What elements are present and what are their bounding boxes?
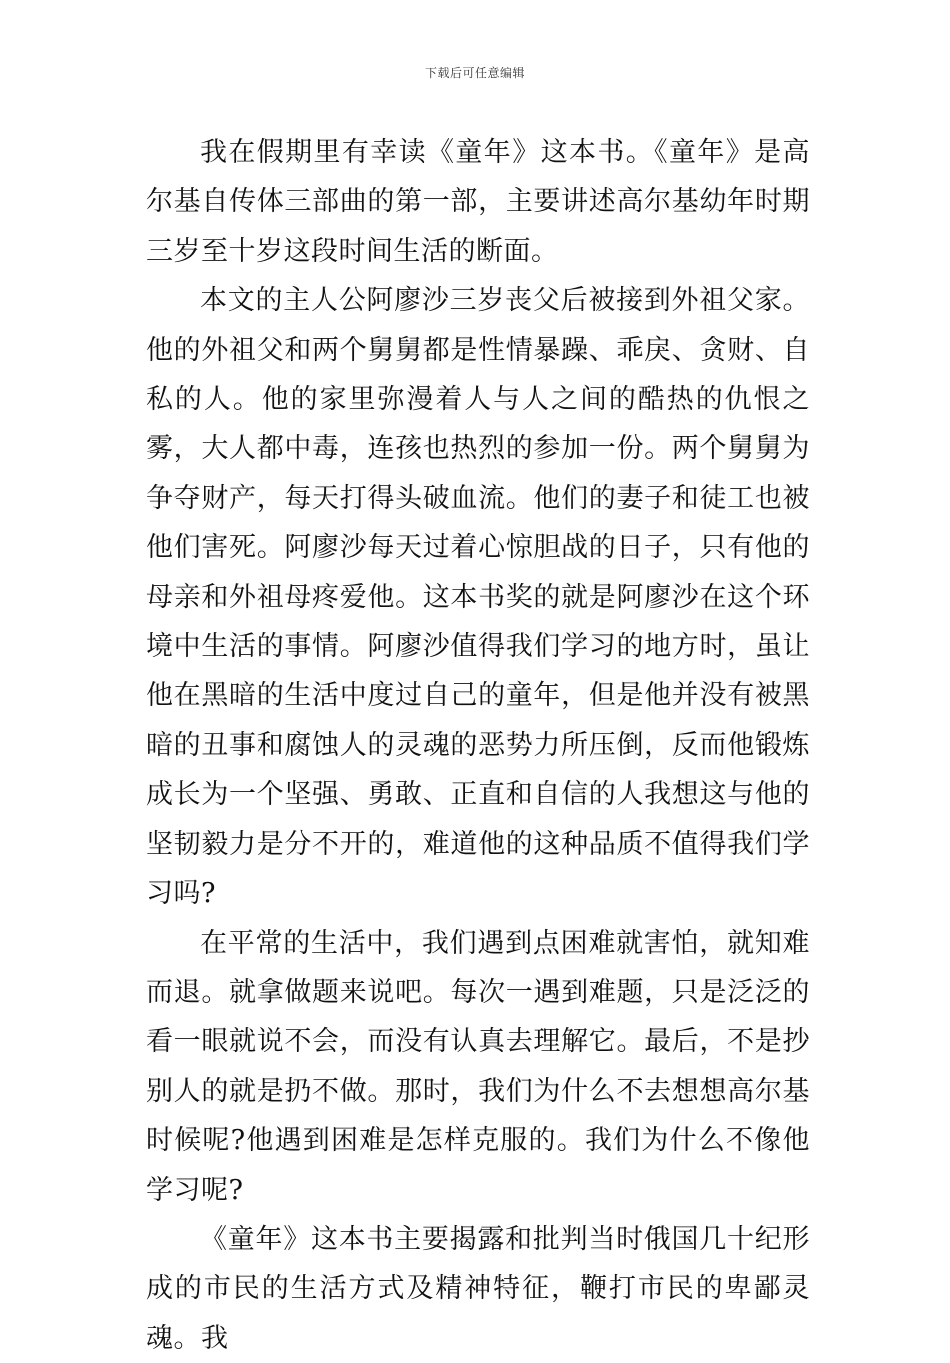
paragraph-2: 本文的主人公阿廖沙三岁丧父后被接到外祖父家。他的外祖父和两个舅舅都是性情暴躁、乖戾、贪财、自私的人。他的家里弥漫着人与人之间的酷热的仇恨之雾，大人都中毒，连孩也热烈的参加一份。两个舅舅为争夺财产，每天打得头破血流。他们的妻子和徒工也被他们害死。阿廖沙每天过着心惊胆战的日子，只有他的母亲和外祖母疼爱他。这本书奖的就是阿廖沙在这个环境中生活的事情。阿廖沙值得我们学习的地方时，虽让他在黑暗的生活中度过自己的童年，但是他并没有被黑暗的丑事和腐蚀人的灵魂的恶势力所压倒，反而他锻炼成长为一个坚强、勇敢、正直和自信的人我想这与他的坚韧毅力是分不开的，难道他的这种品质不值得我们学习吗? <box>146 285 810 910</box>
paragraph-4: 《童年》这本书主要揭露和批判当时俄国几十纪形成的市民的生活方式及精神特征，鞭打市民的卑鄙灵魂。我 <box>146 1223 810 1354</box>
page-header: 下载后可任意编辑 <box>424 66 525 80</box>
paragraph-1: 我在假期里有幸读《童年》这本书。《童年》是高尔基自传体三部曲的第一部，主要讲述高尔基幼年时期三岁至十岁这段时间生活的断面。 <box>146 137 810 267</box>
document-body <box>146 128 810 1363</box>
paragraph-3: 在平常的生活中，我们遇到点困难就害怕，就知难而退。就拿做题来说吧。每次一遇到难题，只是泛泛的看一眼就说不会，而没有认真去理解它。最后，不是抄别人的就是扔不做。那时，我们为什么不去想想高尔基时候呢?他遇到困难是怎样克服的。我们为什么不像他学习呢? <box>146 927 810 1206</box>
